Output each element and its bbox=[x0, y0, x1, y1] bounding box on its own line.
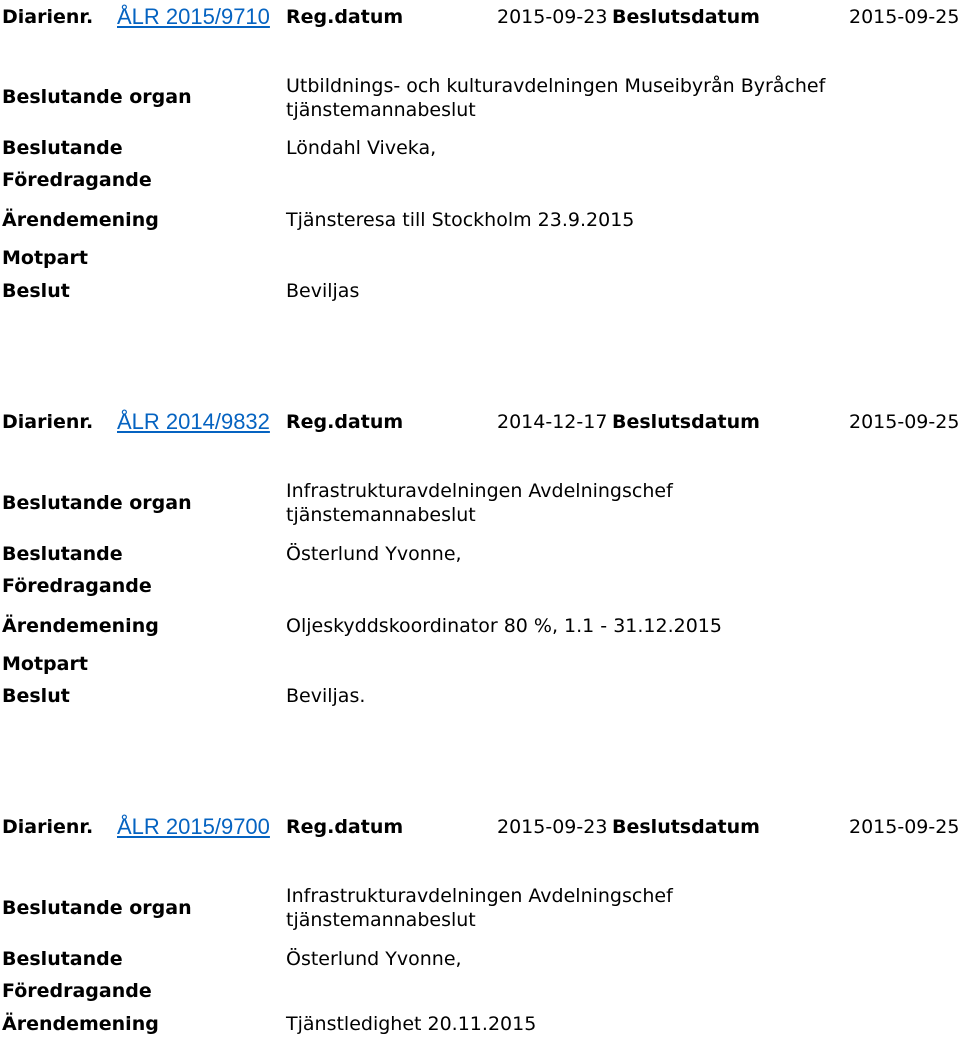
regdatum-value: 2015-09-23 bbox=[497, 816, 608, 838]
regdatum-value: 2015-09-23 bbox=[497, 6, 608, 28]
diarienr-link[interactable]: ÅLR 2015/9710 bbox=[117, 4, 270, 29]
regdatum-label: Reg.datum bbox=[286, 6, 404, 28]
beslutande-value: Österlund Yvonne, bbox=[286, 543, 462, 565]
organ-line1: Utbildnings- och kulturavdelningen Museibyrån Byråchef bbox=[286, 75, 826, 97]
beslutande-label: Beslutande bbox=[2, 137, 123, 159]
beslutande-value: Österlund Yvonne, bbox=[286, 948, 462, 970]
diarienr-label: Diarienr. bbox=[2, 411, 94, 433]
arendemening-value: Tjänsteresa till Stockholm 23.9.2015 bbox=[286, 209, 635, 231]
regdatum-label: Reg.datum bbox=[286, 816, 404, 838]
arendemening-value: Tjänstledighet 20.11.2015 bbox=[286, 1013, 537, 1035]
arendemening-label: Ärendemening bbox=[2, 615, 159, 637]
motpart-label: Motpart bbox=[2, 247, 88, 269]
regdatum-label: Reg.datum bbox=[286, 411, 404, 433]
beslutande-label: Beslutande bbox=[2, 543, 123, 565]
diarienr-link[interactable]: ÅLR 2014/9832 bbox=[117, 409, 270, 434]
foredragande-label: Föredragande bbox=[2, 169, 152, 191]
beslutsdatum-label: Beslutsdatum bbox=[612, 411, 760, 433]
beslut-value: Beviljas. bbox=[286, 685, 366, 707]
foredragande-label: Föredragande bbox=[2, 980, 152, 1002]
organ-line2: tjänstemannabeslut bbox=[286, 504, 476, 526]
diarienr-label: Diarienr. bbox=[2, 816, 94, 838]
diarienr-link[interactable]: ÅLR 2015/9700 bbox=[117, 814, 270, 839]
beslutsdatum-label: Beslutsdatum bbox=[612, 6, 760, 28]
beslut-value: Beviljas bbox=[286, 280, 360, 302]
beslutsdatum-value: 2015-09-25 bbox=[849, 816, 960, 838]
regdatum-value: 2014-12-17 bbox=[497, 411, 608, 433]
organ-label: Beslutande organ bbox=[2, 897, 192, 919]
beslutsdatum-value: 2015-09-25 bbox=[849, 6, 960, 28]
beslut-label: Beslut bbox=[2, 280, 70, 302]
organ-line2: tjänstemannabeslut bbox=[286, 909, 476, 931]
organ-line1: Infrastrukturavdelningen Avdelningschef bbox=[286, 480, 673, 502]
organ-label: Beslutande organ bbox=[2, 86, 192, 108]
foredragande-label: Föredragande bbox=[2, 575, 152, 597]
beslutsdatum-label: Beslutsdatum bbox=[612, 816, 760, 838]
diarienr-label: Diarienr. bbox=[2, 6, 94, 28]
beslutande-label: Beslutande bbox=[2, 948, 123, 970]
arendemening-label: Ärendemening bbox=[2, 1013, 159, 1035]
arendemening-label: Ärendemening bbox=[2, 209, 159, 231]
organ-label: Beslutande organ bbox=[2, 492, 192, 514]
arendemening-value: Oljeskyddskoordinator 80 %, 1.1 - 31.12.2015 bbox=[286, 615, 722, 637]
beslutande-value: Löndahl Viveka, bbox=[286, 137, 437, 159]
motpart-label: Motpart bbox=[2, 653, 88, 675]
beslut-label: Beslut bbox=[2, 685, 70, 707]
organ-line1: Infrastrukturavdelningen Avdelningschef bbox=[286, 885, 673, 907]
organ-line2: tjänstemannabeslut bbox=[286, 99, 476, 121]
beslutsdatum-value: 2015-09-25 bbox=[849, 411, 960, 433]
